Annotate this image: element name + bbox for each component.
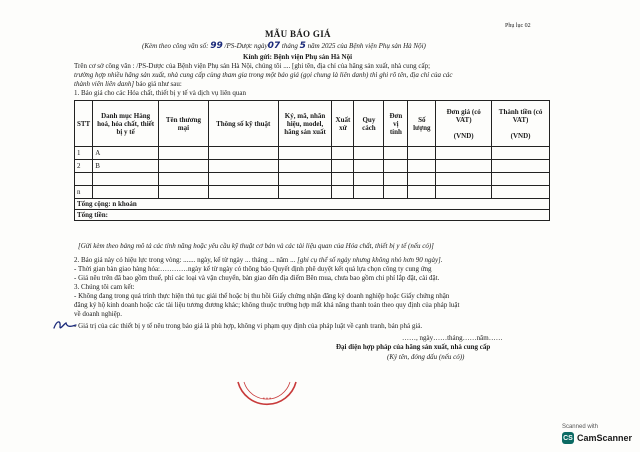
- header-quantity: Số lượng: [408, 101, 436, 147]
- day-handwritten: 07: [267, 41, 281, 51]
- row-item: [93, 173, 159, 186]
- signature-subtitle: (Ký tên, đóng dấu (nếu có)): [387, 353, 465, 361]
- intro-line-1: Trên cơ sở công văn : /PS-Dược của Bệnh viện Phụ sản Hà Nội, chúng tôi .... [ghi tên, địa chỉ của hãng sản xuất, nhà cung cấp;: [74, 62, 431, 70]
- initial-signature-mark: [52, 318, 78, 332]
- subtitle-thang: tháng: [281, 42, 298, 50]
- commit-heading: 3. Chúng tôi cam kết:: [74, 283, 135, 291]
- camscanner-watermark: [562, 424, 632, 444]
- intro-line-3-italic: thành viên liên danh]: [74, 80, 135, 88]
- validity-italic: [ghi cụ thể số ngày nhưng không nhỏ hơn 90 ngày].: [297, 256, 443, 264]
- total-amount-label: Tổng tiền:: [75, 210, 550, 221]
- intro-line-2: trường hợp nhiều hãng sản xuất, nhà cung cấp cùng tham gia trong một báo giá (gọi chung là liên danh) thì ghi rõ tên, địa chỉ của các: [74, 71, 453, 79]
- commit-1c: về doanh nghiệp.: [74, 310, 123, 318]
- camscanner-logo: [562, 432, 632, 444]
- total-amount-row: [75, 210, 550, 221]
- row-item: [93, 186, 159, 199]
- subtitle-suffix: năm 2025 của Bệnh viện Phụ sản Hà Nội): [307, 42, 426, 50]
- row-stt: 1: [75, 147, 93, 160]
- row-stt: 2: [75, 160, 93, 173]
- subtitle-mid: /PS-Dược ngày: [224, 42, 268, 50]
- header-total-currency: (VND): [510, 131, 531, 140]
- intro-line-4: 1. Báo giá cho các Hóa chất, thiết bị y tế và dịch vụ liên quan: [74, 89, 247, 97]
- header-trade-name: Tên thương mại: [158, 101, 208, 147]
- camscanner-icon: CS: [562, 432, 574, 444]
- appendix-label: Phụ lục 02: [505, 23, 531, 29]
- doc-number-handwritten: 99: [210, 41, 223, 51]
- scanned-with-label: Scanned with: [561, 424, 598, 430]
- header-model: Ký, mã, nhãn hiệu, model, hãng sản xuất: [278, 101, 332, 147]
- row-stt: [75, 173, 93, 186]
- header-origin: Xuất xứ: [332, 101, 354, 147]
- row-stt: n: [75, 186, 93, 199]
- table-row: [75, 186, 550, 199]
- delivery-line: - Thời gian bàn giao hàng hóa:…………ngày kể từ ngày có thông báo Quyết định phê duyệt kết quả lựa chọn công ty cung ứng: [74, 265, 432, 273]
- validity-line: [74, 256, 443, 265]
- header-total-label: Thành tiền (có VAT): [498, 107, 543, 124]
- header-unit-price-label: Đơn giá (có VAT): [446, 107, 481, 124]
- subtitle-prefix: (Kèm theo công văn số:: [142, 42, 209, 50]
- recipient-line: Kính gửi: Bệnh viện Phụ sản Hà Nội: [243, 53, 353, 61]
- header-spec: Thông số kỹ thuật: [208, 101, 278, 147]
- commit-1b: đăng ký hộ kinh doanh hoặc các tài liệu tương đương khác; không thuộc trường hợp mất khả năng thanh toán theo quy định của pháp luật: [74, 301, 460, 309]
- svg-text:• • •: • • •: [262, 396, 272, 402]
- subtitle: [142, 42, 426, 51]
- price-included-line: - Giá nêu trên đã bao gồm thuế, phí các loại và vận chuyển, bàn giao đến địa điểm Bên mua, chưa bao gồm chi phí lắp đặt, cài đặt.: [74, 274, 440, 282]
- validity-main: 2. Báo giá này có hiệu lực trong vòng: ....... ngày, kể từ ngày ... tháng ... năm ...: [74, 256, 298, 264]
- total-count-row: [75, 199, 550, 210]
- header-unit-price: [436, 101, 492, 147]
- commit-1a: - Không đang trong quá trình thực hiện thủ tục giải thể hoặc bị thu hồi Giấy chứng nhận đăng ký doanh nghiệp hoặc Giấy chứng nhận: [74, 292, 450, 300]
- header-item: Danh mục Hàng hoá, hóa chất, thiết bị y tế: [93, 101, 159, 147]
- intro-line-3-rest: báo giá như sau:: [134, 80, 182, 88]
- attachment-note: [Gửi kèm theo bảng mô tả các tính năng hoặc yêu cầu kỹ thuật cơ bản và các tài liệu quan của Hóa chất, thiết bị y tế (nếu có)]: [78, 242, 434, 250]
- table-row: [75, 160, 550, 173]
- quote-table: [74, 100, 550, 221]
- table-header-row: [75, 101, 550, 147]
- page-title: MẪU BÁO GIÁ: [265, 29, 331, 39]
- table-row: [75, 147, 550, 160]
- red-stamp: [232, 378, 302, 412]
- header-unit: Đơn vị tính: [384, 101, 408, 147]
- header-unit-price-currency: (VND): [453, 131, 474, 140]
- header-stt: STT: [75, 101, 93, 147]
- header-total: [492, 101, 550, 147]
- header-packing: Quy cách: [354, 101, 384, 147]
- commit-2: - Giá trị của các thiết bị y tế nêu trong báo giá là phù hợp, không vi phạm quy định của pháp luật về cạnh tranh, bán phá giá.: [74, 322, 423, 330]
- total-count-label: Tổng cộng: n khoản: [75, 199, 550, 210]
- row-item: B: [93, 160, 159, 173]
- signature-date: ……, ngày……tháng……năm……: [402, 334, 503, 342]
- camscanner-brand: CamScanner: [576, 433, 632, 443]
- table-row: [75, 173, 550, 186]
- intro-line-3: [74, 80, 182, 89]
- signature-title: Đại diện hợp pháp của hãng sản xuất, nhà cung cấp: [336, 343, 491, 351]
- month-handwritten: 5: [299, 41, 306, 51]
- row-item: A: [93, 147, 159, 160]
